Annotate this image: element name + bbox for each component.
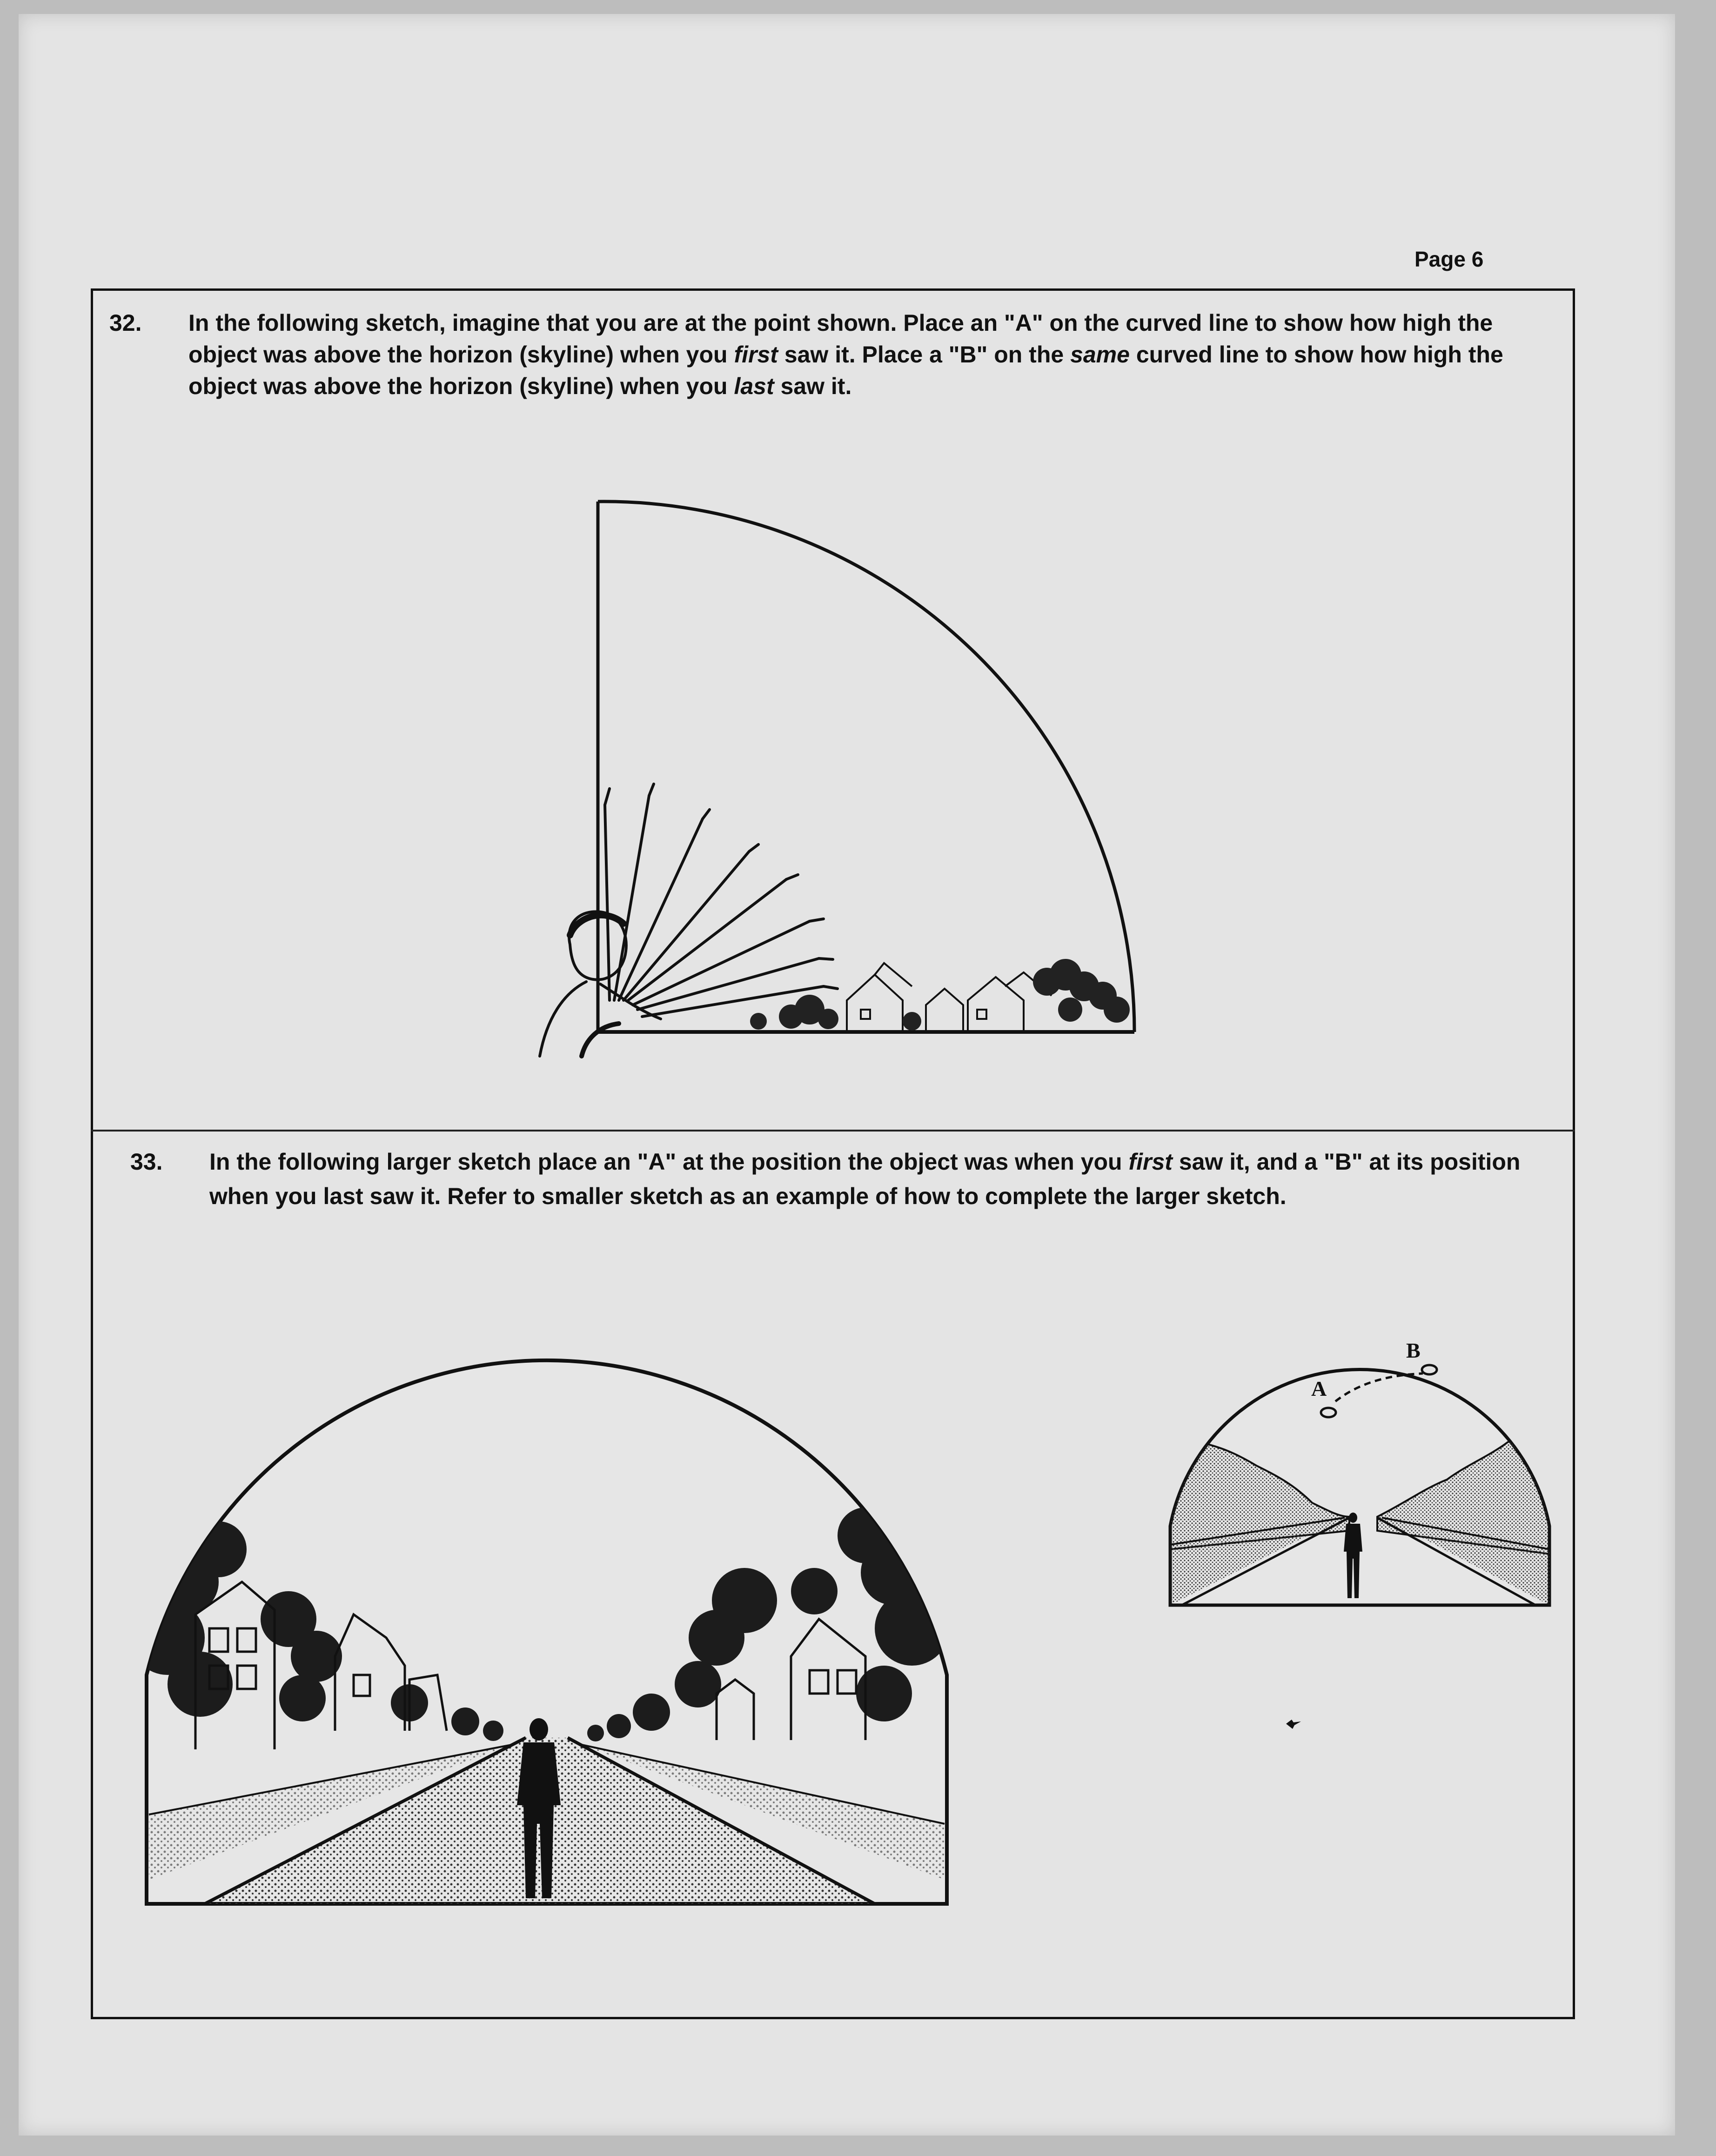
q33-emphasis-first: first [1128,1149,1173,1175]
example-label-b: B [1406,1339,1421,1362]
q33-text-part: In the following larger sketch place an "A" at the position the object was when you [209,1149,1129,1175]
ink-blot-icon [1284,1717,1303,1731]
example-label-a: A [1311,1377,1327,1400]
q33-text-part: saw it, and a "B" at its position when you last saw it. Refer to smaller sketch as an example of how to complete the larger sketch. [209,1149,1521,1209]
question-32-text [133,307,1542,402]
q32-text-part: In the following sketch, imagine that you are at the point shown. Place an "A" on the curved line to show how high the object was above the horizon (skyline) when you [188,310,1493,368]
q32-text-part: saw it. [774,373,852,399]
question-32-number: 32. [109,310,142,336]
question-33-text [154,1145,1559,1213]
section-divider [91,1130,1575,1132]
question-33-number: 33. [130,1149,163,1175]
question-33 [130,1145,1559,1213]
q32-emphasis-first: first [734,341,778,368]
street-scene-icon [121,1321,959,1912]
q32-text-part: saw it. Place a "B" on the [778,341,1071,368]
example-street-scene-icon [1149,1326,1559,1614]
q32-text-part: curved line to show how high the object was above the horizon (skyline) when you [188,341,1503,399]
q32-emphasis-same: same [1070,341,1130,368]
q32-emphasis-last: last [734,373,774,399]
pointing-observer-icon [530,777,847,1075]
page-number: Page 6 [1414,247,1484,271]
object-position-b-marker [1422,1365,1437,1374]
question-32 [109,307,1542,402]
